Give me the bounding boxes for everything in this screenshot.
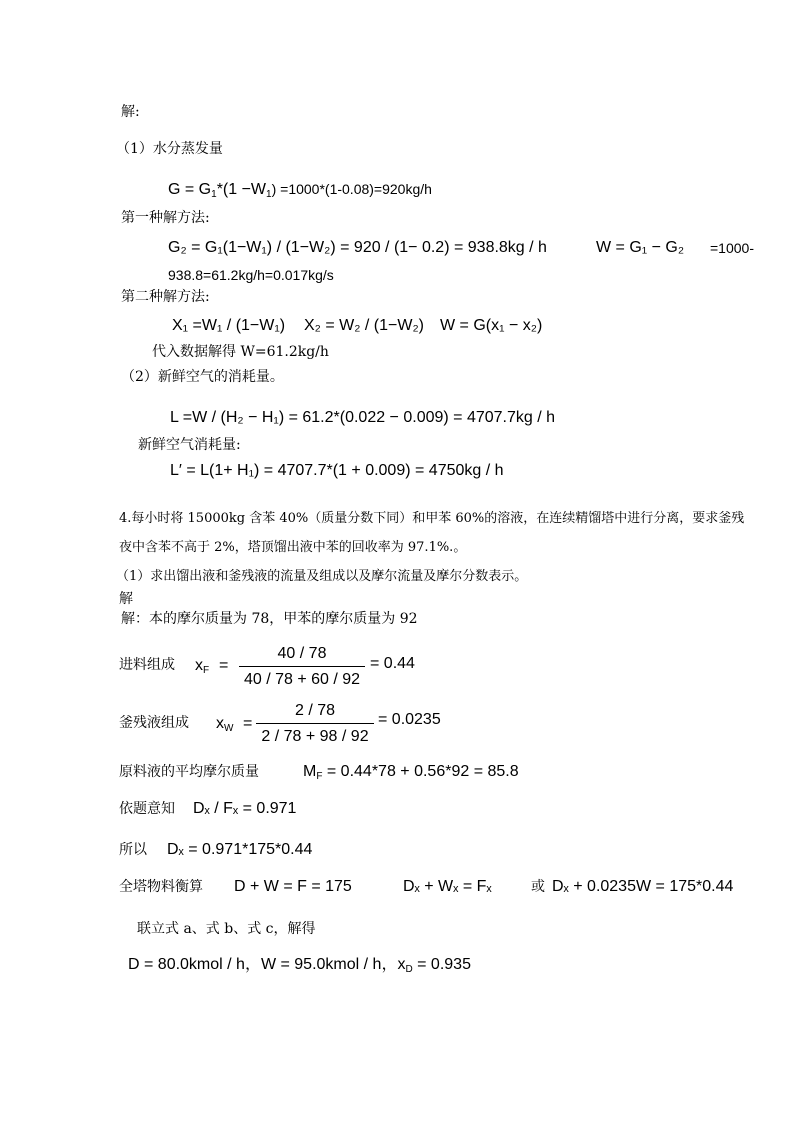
therefore-label: 所以 [119, 842, 147, 858]
equation-WG: W = G(x₁ − x₂) [440, 317, 543, 334]
equation-L: L =W / (H₂ − H₁) = 61.2*(0.022 − 0.009) = 4707.7kg / h [170, 409, 556, 426]
question-2-heading: （2）新鲜空气的消耗量。 [121, 369, 284, 385]
equation-G-rest: ) =1000*(1-0.08)=920kg/h [271, 181, 432, 197]
solution-label: 解: [121, 104, 140, 120]
residue-variable-sub: W [224, 723, 234, 734]
feed-variable-sub: F [203, 665, 210, 676]
therefore-equation: Dₓ = 0.971*175*0.44 [167, 841, 313, 858]
average-molar-mass-sub: F [316, 771, 323, 782]
material-balance-equation-2: Dₓ + Wₓ = Fₓ [403, 878, 492, 895]
average-molar-mass-label: 原料液的平均摩尔质量 [119, 764, 259, 780]
combine-equations-line: 联立式 a、式 b、式 c，解得 [137, 921, 316, 937]
equation-X2: X₂ = W₂ / (1−W₂) [304, 317, 424, 334]
feed-composition-label: 进料组成 [119, 657, 175, 673]
average-molar-mass-value: = 0.44*78 + 0.56*92 = 85.8 [326, 763, 519, 780]
fresh-air-label: 新鲜空气消耗量: [138, 437, 241, 453]
residue-equals: = [243, 715, 253, 732]
problem-4-line-1: 4.每小时将 15000kg 含苯 40%（质量分数下同）和甲苯 60%的溶液，在连续精馏塔中进行分离，要求釜残 [119, 511, 745, 526]
equation-G-mid: *(1 −W [216, 181, 267, 198]
material-balance-equation-1: D + W = F = 175 [234, 878, 352, 895]
given-meaning-equation: Dₓ / Fₓ = 0.971 [193, 800, 297, 817]
equation-G2: G₂ = G₁(1−W₁) / (1−W₂) = 920 / (1− 0.2) = 938.8kg / h [168, 239, 547, 256]
material-balance-or: 或 [531, 879, 545, 895]
final-result-sub: D [405, 964, 413, 975]
residue-composition-label: 釜残液组成 [119, 715, 189, 731]
residue-denominator: 2 / 78 + 98 / 92 [261, 728, 369, 745]
problem-4-line-2: 夜中含苯不高于 2%，塔顶馏出液中苯的回收率为 97.1%.。 [119, 540, 467, 555]
method-1-heading: 第一种解方法: [121, 210, 210, 226]
substitution-result: 代入数据解得 W=61.2kg/h [152, 344, 329, 360]
material-balance-label: 全塔物料衡算 [119, 879, 203, 895]
residue-numerator: 2 / 78 [294, 702, 336, 719]
therefore-value: = 0.971*175*0.44 [188, 841, 313, 858]
final-result-value: = 0.935 [417, 956, 471, 973]
average-molar-mass-equation: $M_F = 0.44*78 + 0.56*92 = 85.8$ [303, 763, 519, 782]
equation-W-value: =1000- [710, 240, 754, 256]
residue-variable: $x_W$ [216, 715, 234, 734]
final-result: D = 80.0kmol / h，W = 95.0kmol / h，$x_D = 0.935$ [128, 956, 471, 975]
equation-W-continued: 938.8=61.2kg/h=0.017kg/s [168, 267, 334, 283]
equation-G-sub: 1 [211, 189, 217, 200]
problem-4-question-1: （1）求出馏出液和釜残液的流量及组成以及摩尔流量及摩尔分数表示。 [116, 569, 528, 584]
method-2-heading: 第二种解方法: [121, 289, 210, 305]
feed-variable: $x_F$ [195, 657, 210, 676]
given-meaning-value: = 0.971 [242, 800, 297, 817]
molar-mass-line: 解：本的摩尔质量为 78，甲苯的摩尔质量为 92 [121, 611, 418, 627]
feed-value: = 0.44 [370, 655, 415, 672]
equation-G-sub2: 1 [266, 189, 272, 200]
problem-4-solution-label: 解 [119, 591, 133, 607]
equation-X1: X₁ =W₁ / (1−W₁) [172, 317, 286, 334]
feed-fraction [239, 645, 365, 689]
question-1-heading: （1）水分蒸发量 [116, 141, 223, 157]
feed-equals: = [219, 657, 229, 674]
residue-fraction [256, 702, 374, 746]
feed-denominator: 40 / 78 + 60 / 92 [243, 671, 361, 688]
equation-G [168, 182, 432, 200]
material-balance-equation-3: Dₓ + 0.0235W = 175*0.44 [552, 878, 734, 895]
given-meaning-label: 依题意知 [119, 801, 175, 817]
equation-G-left: G = G [168, 181, 212, 198]
equation-L2: L′ = L(1+ H₁) = 4707.7*(1 + 0.009) = 4750kg / h [170, 462, 504, 479]
equation-W: W = G₁ − G₂ [596, 239, 685, 256]
residue-value: = 0.0235 [378, 711, 441, 728]
feed-numerator: 40 / 78 [277, 645, 327, 662]
